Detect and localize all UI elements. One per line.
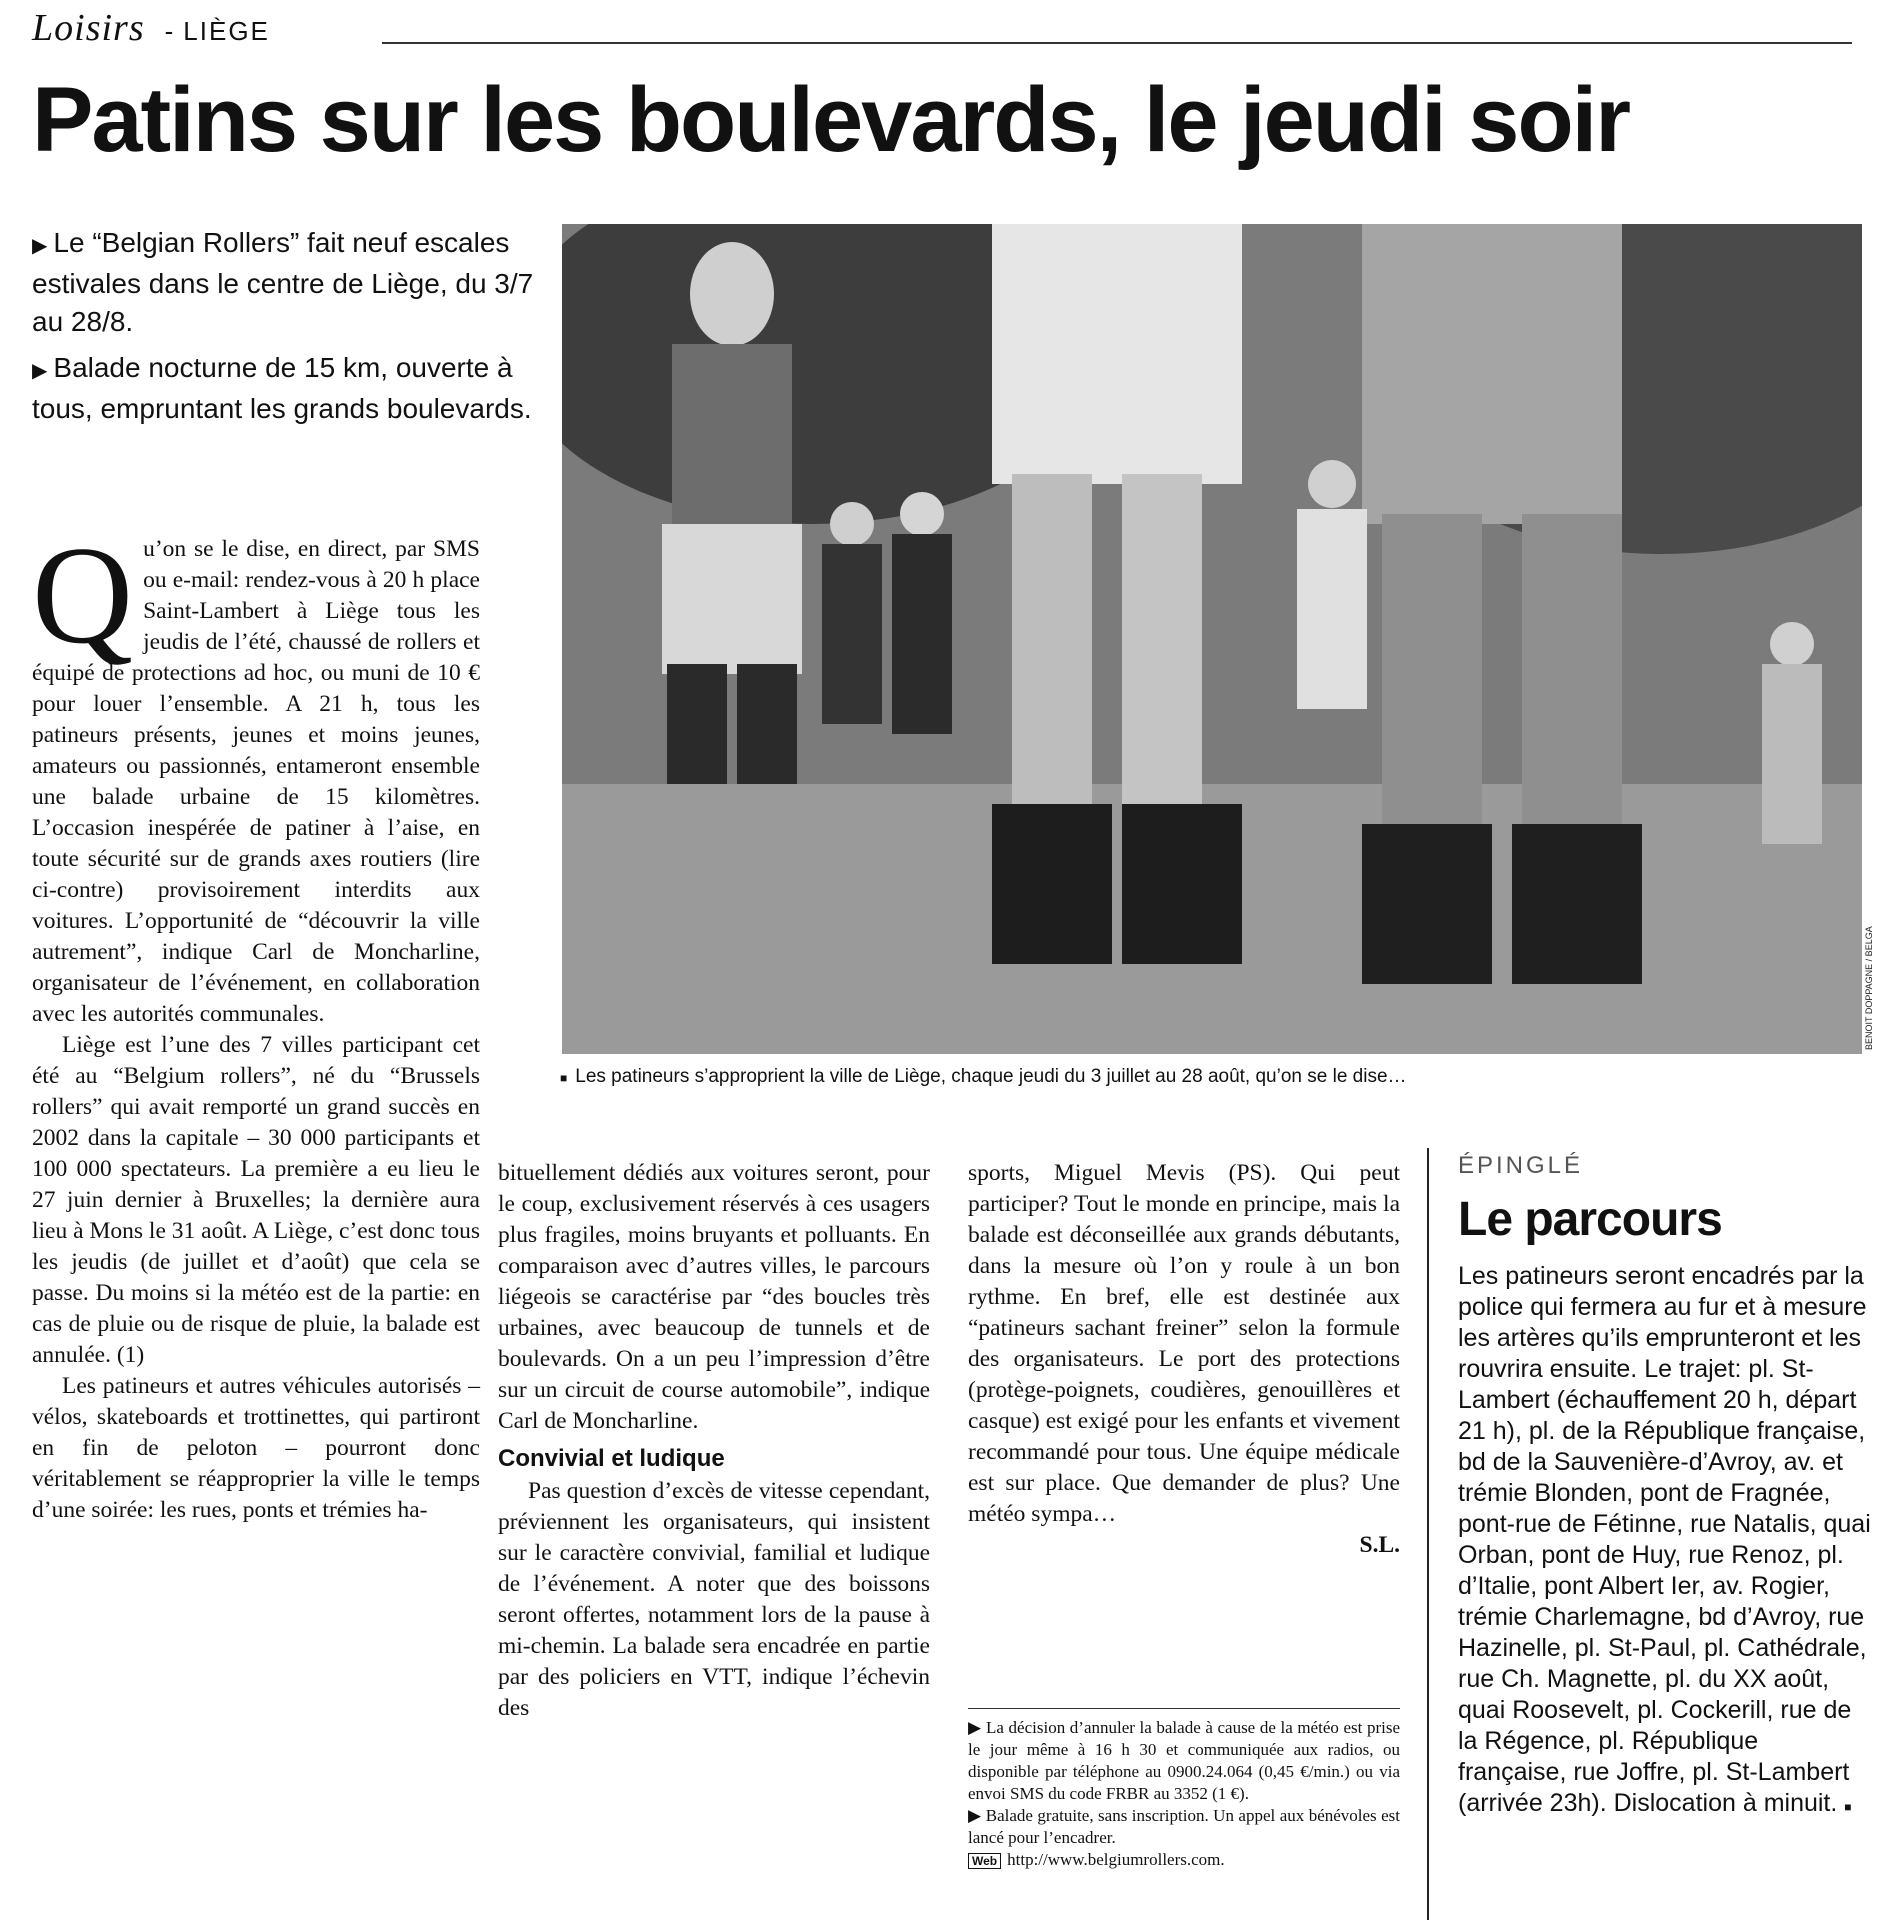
article-paragraph: Pas question d’excès de vitesse cependant, préviennent les organisateurs, qui insistent sur le caractère convivial, familial et ludique de l’événement. A noter que des boissons seront offertes, notamment lors de la pause à mi-chemin. La balade sera encadrée en partie par des policiers en VTT, indique l’échevin des	[498, 1478, 930, 1721]
section-city: LIÈGE	[183, 16, 270, 46]
photo-caption: ■ Les patineurs s’approprient la ville de Liège, chaque jeudi du 3 juillet au 28 août, qu’on se le dise…	[560, 1066, 1407, 1087]
section-rubric	[32, 6, 1852, 50]
section-name: Loisirs	[32, 7, 145, 49]
article-paragraph: bituellement dédiés aux voitures seront, pour le coup, exclusivement réservés à ces usagers plus fragiles, moins bruyants et polluants. En comparaison avec d’autres villes, le parcours liégeois se caractérise par “des boucles très urbaines, avec beaucoup de tunnels et de boulevards. On a un peu l’impression d’être sur un circuit de course automobile”, indique Carl de Moncharline.	[498, 1160, 930, 1434]
author-signature: S.L.	[1359, 1532, 1400, 1558]
intro-item: ▶ Le “Belgian Rollers” fait neuf escales estivales dans le centre de Liège, du 3/7 au 28/8.	[32, 227, 534, 337]
sidebar-title: Le parcours	[1458, 1193, 1722, 1246]
article-subhead: Convivial et ludique	[498, 1445, 725, 1472]
headline: Patins sur les boulevards, le jeudi soir	[32, 69, 1630, 171]
intro-bullets	[32, 224, 562, 436]
web-link[interactable]: http://www.belgiumrollers.com.	[1007, 1850, 1225, 1869]
sidebar-box	[1458, 1152, 1872, 1823]
caption-square-icon: ■	[560, 1071, 568, 1085]
article-paragraph: u’on se le dise, en direct, par SMS ou e-mail: rendez-vous à 20 h place Saint-Lambert à Liège tous les jeudis de l’été, chaussé de rollers et équipé de protections ad hoc, ou muni de 10 € pour louer l’ensemble. A 21 h, tous les patineurs présents, jeunes et moins jeunes, amateurs ou passionnés, entameront ensemble une balade urbaine de 15 kilomètres. L’occasion inespérée de patiner à l’aise, en toute sécurité sur de grands axes routiers (lire ci-contre) provisoirement interdits aux voitures. L’opportunité de “découvrir la ville autrement”, indique Carl de Moncharline, organisateur de l’événement, en collaboration avec les autorités communales.	[32, 536, 480, 1027]
web-link-line	[968, 1849, 1400, 1872]
article-paragraph: Liège est l’une des 7 villes participant cet été au “Belgium rollers”, né du “Brussels rollers” qui avait remporté un grand succès en 2002 dans la capitale – 30 000 participants et 100 000 spectateurs. La première a eu lieu le 27 juin dernier à Bruxelles; la dernière aura lieu à Mons le 31 août. A Liège, c’est donc tous les jeudis (de juillet et d’août) que cela se passe. Du moins si la météo est de la partie: en cas de pluie ou de risque de pluie, la balade est annulée. (1)	[32, 1032, 480, 1368]
bullet-icon: ▶	[32, 360, 48, 382]
bullet-icon: ▶	[32, 235, 48, 257]
article-column-3	[968, 1158, 1400, 1561]
intro-item: ▶ Balade nocturne de 15 km, ouverte à tous, empruntant les grands boulevards.	[32, 352, 532, 424]
article-column-1	[32, 518, 480, 1526]
article-paragraph: Les patineurs et autres véhicules autorisés – vélos, skateboards et trottinettes, qui partiront en fin de peloton – pourront donc véritablement se réapproprier la ville le temps d’une soirée: les rues, ponts et trémies ha-	[32, 1373, 480, 1523]
article-notes	[968, 1708, 1400, 1872]
web-icon: Web	[968, 1853, 1001, 1869]
header-rule	[382, 42, 1852, 44]
note-item: ▶ La décision d’annuler la balade à cause de la météo est prise le jour même à 16 h 30 et communiquée aux radios, ou disponible par téléphone au 0900.24.064 (0,45 €/min.) ou via envoi SMS du code FRBR au 3352 (1 €).	[968, 1718, 1400, 1803]
sidebar-kicker: ÉPINGLÉ	[1458, 1152, 1584, 1179]
photo-credit: BENOIT DOPPAGNE / BELGA	[1864, 926, 1874, 1050]
section-separator: -	[164, 16, 174, 46]
sidebar-text: Les patineurs seront encadrés par la police qui fermera au fur et à mesure les artères qu’ils emprunteront et les rouvrira ensuite. Le trajet: pl. St-Lambert (échauffement 20 h, départ 21 h), pl. de la République française, bd de la Sauvenière-d’Avroy, av. et trémie Blonden, pont de Fragnée, pont-rue de Fétinne, rue Natalis, quai Orban, pont de Huy, rue Renoz, pl. d’Italie, pont Albert Ier, av. Rogier, trémie Charlemagne, bd d’Avroy, rue Hazinelle, pl. St-Paul, pl. Cathédrale, rue Ch. Magnette, pl. du XX août, quai Roosevelt, pl. Cockerill, rue de la Régence, pl. République française, rue Joffre, pl. St-Lambert (arrivée 23h). Dislocation à minuit. ■	[1458, 1262, 1871, 1817]
photo-illustration	[562, 224, 1862, 1054]
drop-cap: Q	[32, 518, 134, 673]
article-photo	[562, 224, 1862, 1054]
note-item: ▶ Balade gratuite, sans inscription. Un appel aux bénévoles est lancé pour l’encadrer.	[968, 1806, 1401, 1847]
end-square-icon: ■	[1844, 1800, 1852, 1814]
sidebar-divider	[1427, 1148, 1429, 1920]
article-column-2	[498, 1158, 930, 1724]
article-paragraph: sports, Miguel Mevis (PS). Qui peut participer? Tout le monde en principe, mais la balade est déconseillée aux grands débutants, dans la mesure où l’on y roule à un bon rythme. En bref, elle est destinée aux “patineurs sachant freiner” selon la formule des organisateurs. Le port des protections (protège-poignets, coudières, genouillères et casque) est exigé pour les enfants et vivement recommandé pour tous. Une équipe médicale est sur place. Que demander de plus? Une météo sympa…	[968, 1160, 1400, 1527]
